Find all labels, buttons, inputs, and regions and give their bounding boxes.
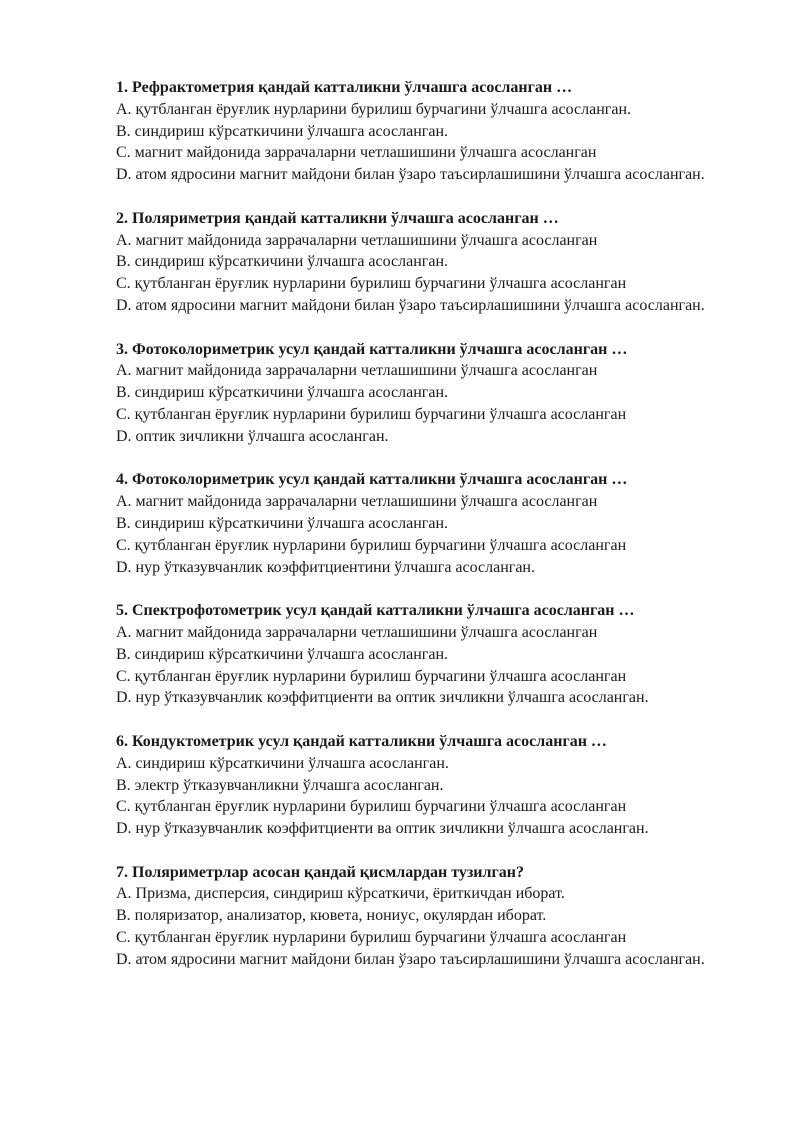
answer-option-b: B. синдириш кўрсаткичини ўлчашга асосланган. [116, 384, 448, 402]
answer-option-d: D. нур ўтказувчанлик коэффитциентини ўлчашга асосланган. [116, 558, 535, 576]
answer-option-b: B. синдириш кўрсаткичини ўлчашга асосланган. [116, 514, 448, 532]
answer-option-d: D. атом ядросини магнит майдони билан ўзаро таъсирлашишини ўлчашга асосланган. [116, 296, 705, 314]
answer-option-a: A. Призма, дисперсия, синдириш кўрсаткичи, ёриткичдан иборат. [116, 885, 565, 903]
question-title: 6. Кондуктометрик усул қандай катталикни ўлчашга асосланган … [116, 732, 607, 750]
answer-option-c: C. қутбланган ёруғлик нурларини бурилиш бурчагини ўлчашга асосланган [116, 798, 627, 816]
answer-option-c: C. қутбланган ёруғлик нурларини бурилиш бурчагини ўлчашга асосланган [116, 667, 627, 685]
question-title: 3. Фотоколориметрик усул қандай катталикни ўлчашга асосланган … [116, 340, 628, 358]
answer-option-d: D. атом ядросини магнит майдони билан ўзаро таъсирлашишини ўлчашга асосланган. [116, 950, 705, 968]
question-5 [116, 600, 766, 709]
answer-option-a: A. магнит майдонида заррачаларни четлашишини ўлчашга асосланган [116, 362, 598, 380]
answer-option-b: B. поляризатор, анализатор, кювета, нониус, окулярдан иборат. [116, 907, 547, 925]
question-title: 1. Рефрактометрия қандай катталикни ўлчашга асосланган … [116, 79, 573, 96]
document-page [116, 77, 766, 992]
answer-option-a: A. қутбланган ёруғлик нурларини бурилиш бурчагини ўлчашга асосланган. [116, 100, 632, 118]
question-title: 4. Фотоколориметрик усул қандай катталикни ўлчашга асосланган … [116, 471, 628, 489]
answer-option-a: A. магнит майдонида заррачаларни четлашишини ўлчашга асосланган [116, 493, 598, 511]
answer-option-c: C. қутбланган ёруғлик нурларини бурилиш бурчагини ўлчашга асосланган [116, 275, 627, 293]
question-2 [116, 208, 766, 317]
answer-option-a: A. магнит майдонида заррачаларни четлашишини ўлчашга асосланган [116, 231, 598, 249]
question-title: 2. Поляриметрия қандай катталикни ўлчашга асосланган … [116, 209, 559, 227]
answer-option-d: D. оптик зичликни ўлчашга асосланган. [116, 427, 389, 445]
answer-option-b: B. синдириш кўрсаткичини ўлчашга асосланган. [116, 253, 448, 271]
answer-option-d: D. нур ўтказувчанлик коэффитциенти ва оптик зичликни ўлчашга асосланган. [116, 820, 649, 838]
answer-option-b: B. электр ўтказувчанликни ўлчашга асосланган. [116, 776, 444, 794]
answer-option-b: B. синдириш кўрсаткичини ўлчашга асосланган. [116, 122, 448, 140]
question-title: 5. Спектрофотометрик усул қандай катталикни ўлчашга асосланган … [116, 602, 635, 620]
answer-option-b: B. синдириш кўрсаткичини ўлчашга асосланган. [116, 645, 448, 663]
question-7 [116, 862, 766, 971]
answer-option-c: C. қутбланган ёруғлик нурларини бурилиш бурчагини ўлчашга асосланган [116, 536, 627, 554]
answer-option-a: A. магнит майдонида заррачаларни четлашишини ўлчашга асосланган [116, 623, 598, 641]
question-3 [116, 339, 766, 448]
answer-option-d: D. нур ўтказувчанлик коэффитциенти ва оптик зичликни ўлчашга асосланган. [116, 689, 649, 707]
question-title: 7. Поляриметрлар асосан қандай қисмлардан тузилган? [116, 863, 524, 881]
question-1 [116, 77, 766, 186]
answer-option-a: A. синдириш кўрсаткичини ўлчашга асосланган. [116, 754, 449, 772]
question-6 [116, 731, 766, 840]
answer-option-c: C. қутбланган ёруғлик нурларини бурилиш бурчагини ўлчашга асосланган [116, 405, 627, 423]
answer-option-c: C. магнит майдонида заррачаларни четлашишини ўлчашга асосланган [116, 144, 597, 162]
answer-option-c: C. қутбланган ёруғлик нурларини бурилиш бурчагини ўлчашга асосланган [116, 929, 627, 947]
answer-option-d: D. атом ядросини магнит майдони билан ўзаро таъсирлашишини ўлчашга асосланган. [116, 166, 705, 184]
question-4 [116, 469, 766, 578]
